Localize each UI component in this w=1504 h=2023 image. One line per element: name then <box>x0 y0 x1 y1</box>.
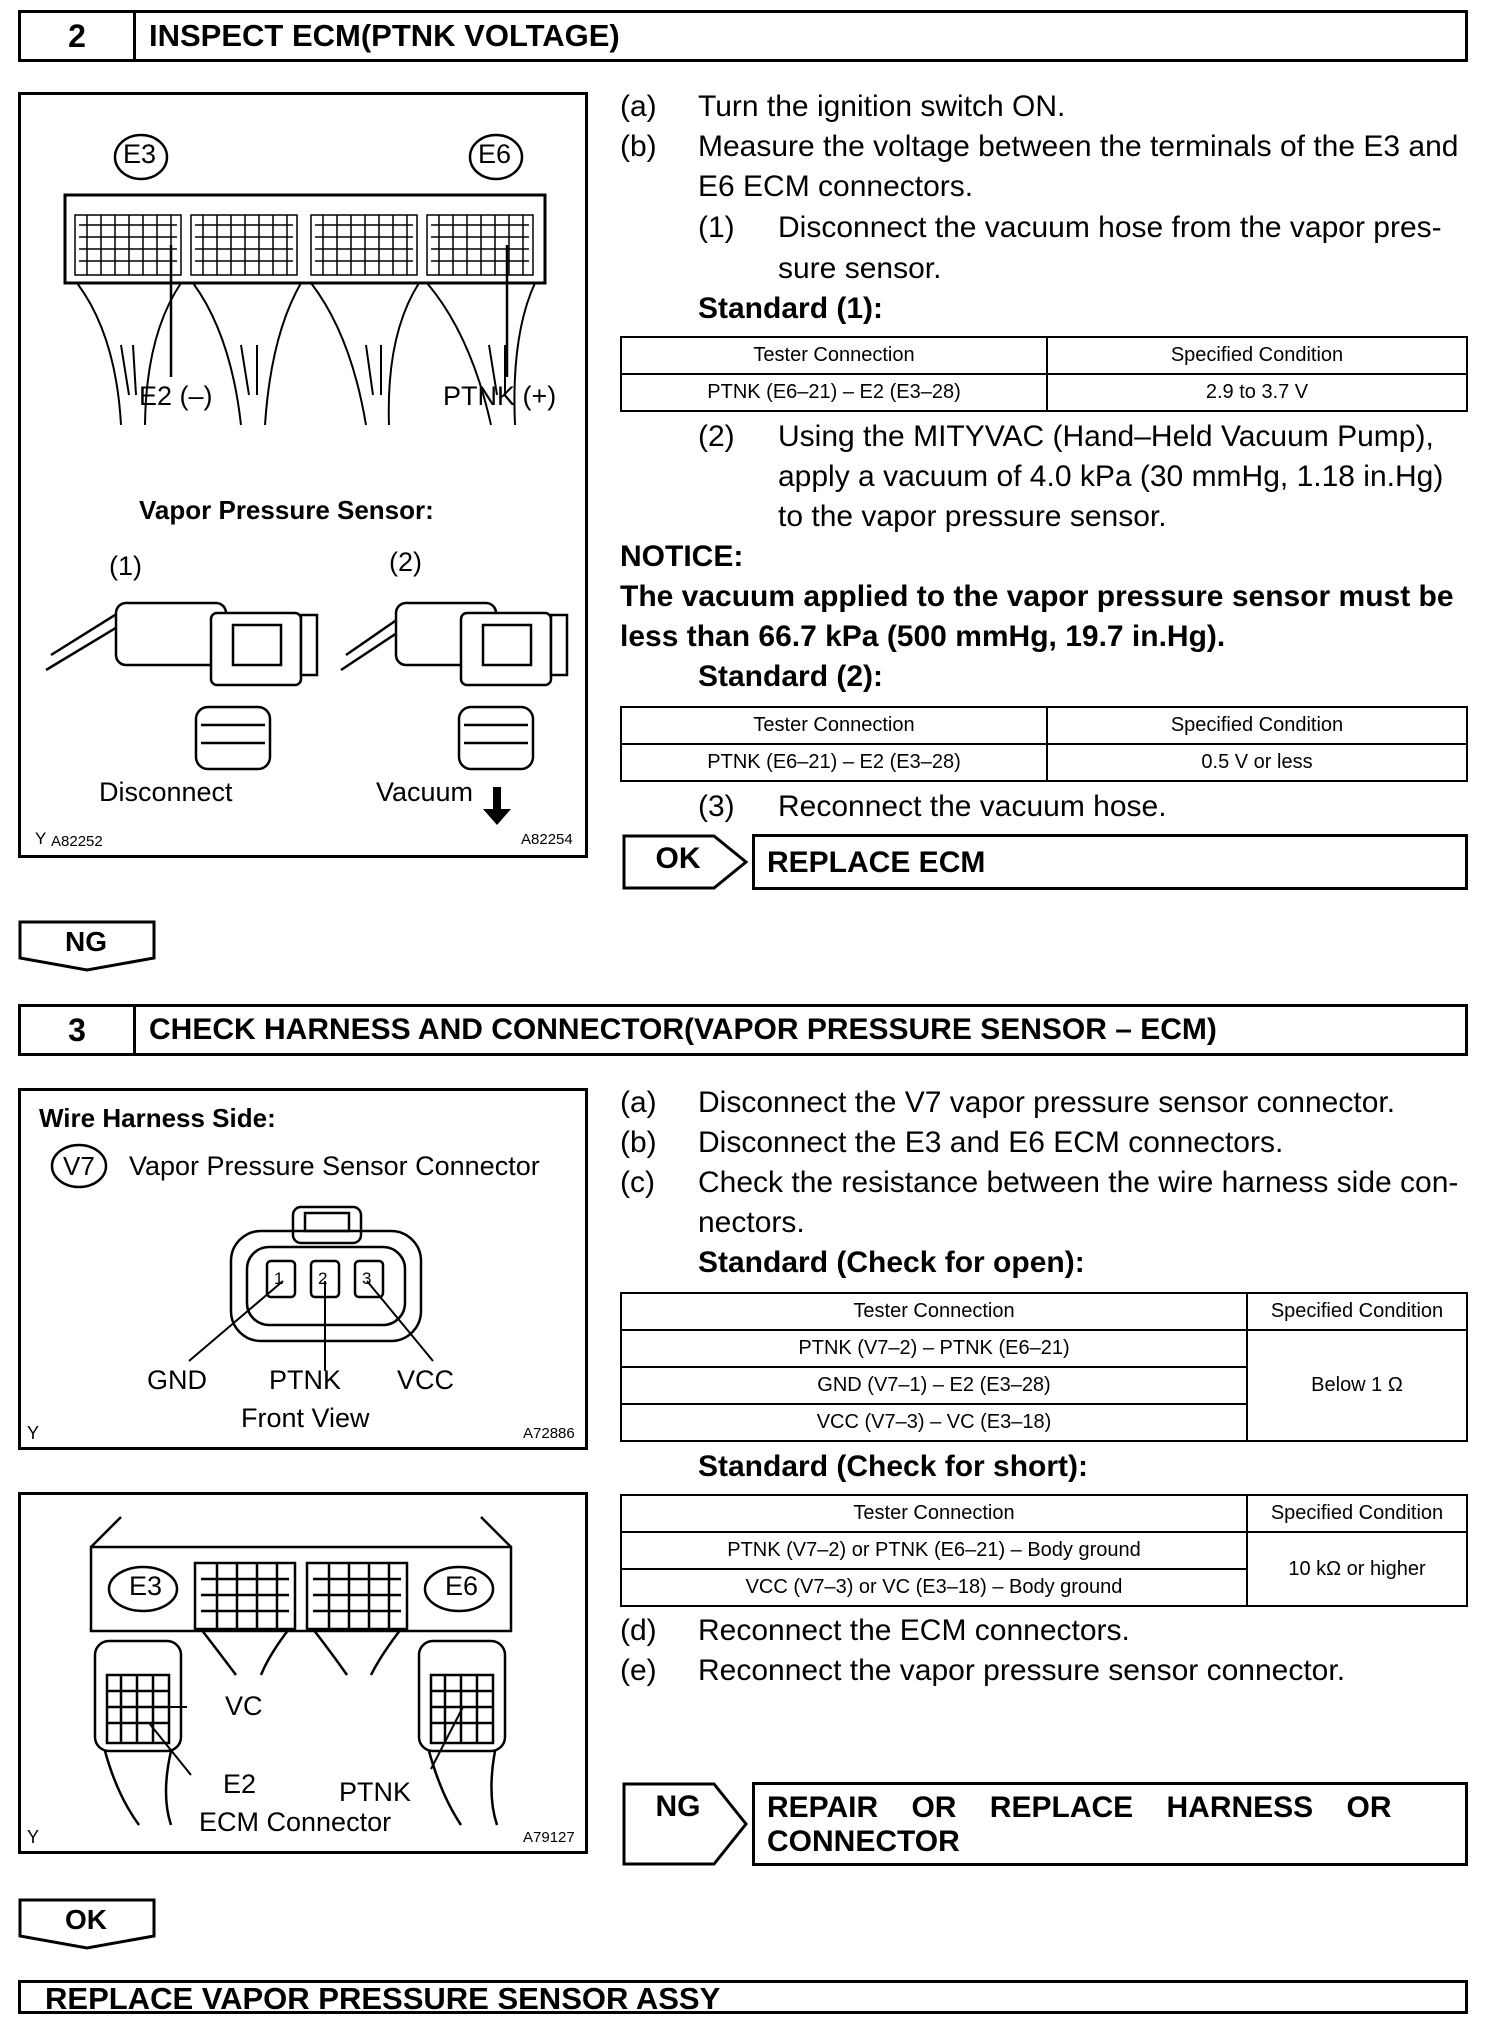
figure-y-mark: Y <box>35 829 47 848</box>
standard-2-table <box>620 706 1468 782</box>
table-header: Specified Condition <box>1047 707 1467 744</box>
step-3-header <box>18 1004 1468 1056</box>
item-text: Using the MITYVAC (Hand–Held Vacuum Pump), <box>778 420 1434 453</box>
step3-d <box>620 1614 1130 1648</box>
notice-text-1: The vacuum applied to the vapor pressure sensor must be <box>620 580 1454 613</box>
step2-b-cont: E6 ECM connectors. <box>698 170 974 203</box>
vcc-label: VCC <box>397 1365 455 1395</box>
disconnect-label: Disconnect <box>99 777 233 807</box>
ok-result-text: REPLACE ECM <box>767 846 986 879</box>
table-cell: Below 1 Ω <box>1247 1330 1467 1441</box>
item-label: (3) <box>698 790 735 823</box>
item-label: (1) <box>698 211 735 244</box>
step2-a <box>620 90 1065 124</box>
ng-label: NG <box>655 1790 701 1823</box>
final-step-title: REPLACE VAPOR PRESSURE SENSOR ASSY <box>45 1981 721 2016</box>
gnd-label: GND <box>147 1365 207 1395</box>
vacuum-label: Vacuum <box>376 777 474 807</box>
ecm-voltage-figure <box>18 92 588 858</box>
step2-s2-cont1: apply a vacuum of 4.0 kPa (30 mmHg, 1.18 in.Hg) <box>778 460 1444 493</box>
item-text: Reconnect the vapor pressure sensor connector. <box>698 1654 1346 1687</box>
item-text: Disconnect the V7 vapor pressure sensor connector. <box>698 1086 1396 1119</box>
table-cell: VCC (V7–3) – VC (E3–18) <box>621 1404 1247 1441</box>
item-text: Reconnect the vacuum hose. <box>778 790 1167 823</box>
step-number: 2 <box>21 13 136 59</box>
ecm-connector-label: ECM Connector <box>199 1807 392 1837</box>
ecm-connector-drawing <box>21 95 585 855</box>
figure-y-mark: Y <box>27 1423 40 1443</box>
table-header: Tester Connection <box>621 337 1047 374</box>
standard-1-heading: Standard (1): <box>698 292 884 325</box>
short-check-table <box>620 1494 1468 1607</box>
table-header: Specified Condition <box>1247 1293 1467 1330</box>
step2-s1 <box>698 211 1442 245</box>
e2-label: E2 <box>223 1769 257 1799</box>
ecm-connector-drawing <box>21 1495 585 1851</box>
ng-flow-tag <box>18 920 154 970</box>
item-text: Measure the voltage between the terminals of the E3 and <box>698 130 1459 163</box>
ptnk-label: PTNK (+) <box>443 381 557 411</box>
table-cell: 10 kΩ or higher <box>1247 1532 1467 1606</box>
table-cell: GND (V7–1) – E2 (E3–28) <box>621 1367 1247 1404</box>
figure-code-left: A82252 <box>51 833 103 850</box>
e6-label: E6 <box>445 1571 479 1601</box>
item-text: Disconnect the E3 and E6 ECM connectors. <box>698 1126 1284 1159</box>
step3-e <box>620 1654 1345 1688</box>
item-label: (a) <box>620 90 657 123</box>
e6-label: E6 <box>478 139 512 169</box>
table-cell: VCC (V7–3) or VC (E3–18) – Body ground <box>621 1569 1247 1606</box>
ok-flow-tag <box>18 1898 154 1948</box>
step2-b <box>620 130 1458 164</box>
front-view-label: Front View <box>241 1403 370 1433</box>
item-text: Reconnect the ECM connectors. <box>698 1614 1130 1647</box>
ptnk-label: PTNK <box>339 1777 412 1807</box>
ng-label: NG <box>65 926 107 957</box>
ptnk-label: PTNK <box>269 1365 342 1395</box>
sensor-1-label: (1) <box>109 551 142 581</box>
table-cell: PTNK (V7–2) – PTNK (E6–21) <box>621 1330 1247 1367</box>
item-label: (b) <box>620 130 657 163</box>
table-header: Tester Connection <box>621 1293 1247 1330</box>
step2-s3 <box>698 790 1167 824</box>
step-title: INSPECT ECM(PTNK VOLTAGE) <box>149 18 620 53</box>
v7-label: V7 <box>63 1151 95 1181</box>
sensor-connector-figure <box>18 1088 588 1450</box>
pin-3: 3 <box>362 1269 372 1288</box>
item-text: Check the resistance between the wire harness side con- <box>698 1166 1459 1199</box>
step-title: CHECK HARNESS AND CONNECTOR(VAPOR PRESSURE SENSOR – ECM) <box>149 1013 1217 1046</box>
ok-result-box <box>752 834 1468 890</box>
vc-label: VC <box>225 1691 263 1721</box>
standard-1-table <box>620 336 1468 412</box>
table-cell: PTNK (E6–21) – E2 (E3–28) <box>621 744 1047 781</box>
pin-2: 2 <box>318 1269 328 1288</box>
final-step-header <box>18 1980 1468 2014</box>
sensor-2-label: (2) <box>389 547 422 577</box>
ok-label: OK <box>65 1904 107 1935</box>
item-label: (c) <box>620 1166 655 1199</box>
table-header: Tester Connection <box>621 1495 1247 1532</box>
figure-code: A79127 <box>523 1829 575 1846</box>
connector-name: Vapor Pressure Sensor Connector <box>129 1151 540 1181</box>
item-label: (b) <box>620 1126 657 1159</box>
ecm-connector-figure <box>18 1492 588 1854</box>
e2-label: E2 (–) <box>139 381 213 411</box>
sensor-heading: Vapor Pressure Sensor: <box>139 495 434 525</box>
step3-c-cont: nectors. <box>698 1206 805 1239</box>
step2-s2-cont2: to the vapor pressure sensor. <box>778 500 1167 533</box>
standard-2-heading: Standard (2): <box>698 660 884 693</box>
table-header: Tester Connection <box>621 707 1047 744</box>
e3-label: E3 <box>129 1571 163 1601</box>
step3-b <box>620 1126 1283 1160</box>
open-check-table <box>620 1292 1468 1442</box>
item-text: Turn the ignition switch ON. <box>698 90 1066 123</box>
step-number: 3 <box>21 1007 136 1053</box>
item-label: (a) <box>620 1086 657 1119</box>
standard-open-heading: Standard (Check for open): <box>698 1246 1085 1279</box>
table-cell: 0.5 V or less <box>1047 744 1467 781</box>
notice-heading: NOTICE: <box>620 540 744 573</box>
item-text: Disconnect the vacuum hose from the vapor pres- <box>778 211 1442 244</box>
step2-s2 <box>698 420 1434 454</box>
table-cell: PTNK (V7–2) or PTNK (E6–21) – Body ground <box>621 1532 1247 1569</box>
table-header: Specified Condition <box>1047 337 1467 374</box>
pin-1: 1 <box>274 1269 284 1288</box>
step-2-header <box>18 10 1468 62</box>
step2-s1-cont: sure sensor. <box>778 252 942 285</box>
figure-y-mark: Y <box>27 1827 40 1847</box>
standard-short-heading: Standard (Check for short): <box>698 1450 1089 1483</box>
table-cell: 2.9 to 3.7 V <box>1047 374 1467 411</box>
step3-a <box>620 1086 1395 1120</box>
figure-code: A72886 <box>523 1425 575 1442</box>
ng-result-text-1: REPAIR OR REPLACE HARNESS OR <box>767 1791 1392 1824</box>
e3-label: E3 <box>123 139 157 169</box>
table-cell: PTNK (E6–21) – E2 (E3–28) <box>621 374 1047 411</box>
step3-c <box>620 1166 1458 1200</box>
item-label: (e) <box>620 1654 657 1687</box>
ng-result-box <box>752 1782 1468 1866</box>
table-header: Specified Condition <box>1247 1495 1467 1532</box>
item-label: (d) <box>620 1614 657 1647</box>
ok-label: OK <box>655 842 701 875</box>
wire-harness-heading: Wire Harness Side: <box>39 1103 276 1133</box>
item-label: (2) <box>698 420 735 453</box>
figure-code-right: A82254 <box>521 831 573 848</box>
notice-text-2: less than 66.7 kPa (500 mmHg, 19.7 in.Hg). <box>620 620 1226 653</box>
ng-result-text-2: CONNECTOR <box>767 1825 960 1858</box>
